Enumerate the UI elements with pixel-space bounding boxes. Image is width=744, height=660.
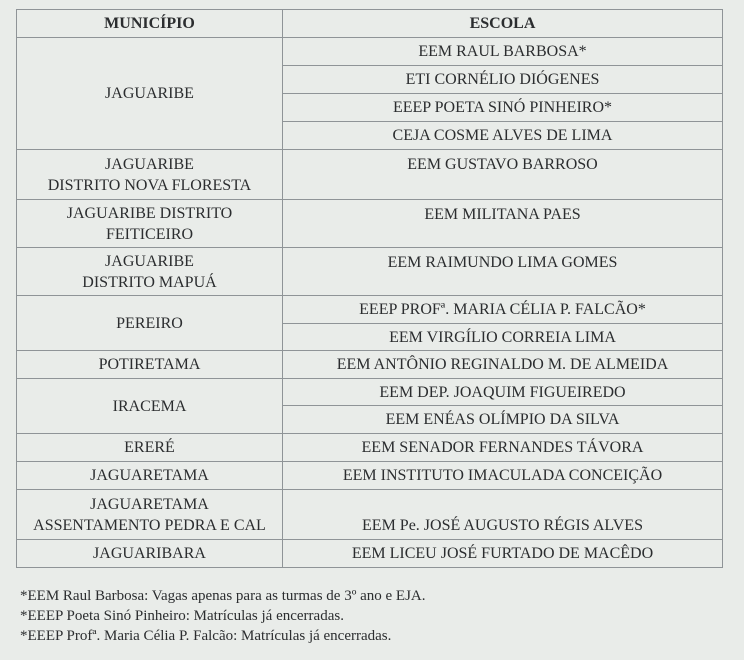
- table-row: [17, 248, 723, 296]
- municipio-name: JAGUARIBE: [105, 155, 194, 173]
- municipio-name: POTIRETAMA: [98, 356, 201, 373]
- municipio-subname: ASSENTAMENTO PEDRA E CAL: [33, 516, 266, 534]
- municipio-name: JAGUARIBE: [105, 85, 194, 102]
- municipio-cell: [17, 296, 283, 351]
- escola-cell: EEM LICEU JOSÉ FURTADO DE MACÊDO: [283, 540, 723, 568]
- municipio-cell: [17, 351, 283, 379]
- escola-cell: EEM MILITANA PAES: [283, 200, 723, 248]
- table-row: [17, 200, 723, 248]
- footnotes: [20, 586, 426, 646]
- header-municipio: MUNICÍPIO: [17, 10, 283, 38]
- table-row: [17, 490, 723, 540]
- table-row: [17, 462, 723, 490]
- escola-cell: EEM RAUL BARBOSA*: [283, 38, 723, 66]
- table-row: [17, 540, 723, 568]
- table-row: [17, 434, 723, 462]
- municipio-subname: FEITICEIRO: [105, 225, 194, 243]
- escola-cell: EEM DEP. JOAQUIM FIGUEIREDO: [283, 379, 723, 406]
- municipio-cell: [17, 379, 283, 434]
- footnote: *EEEP Poeta Sinó Pinheiro: Matrículas já encerradas.: [20, 608, 344, 624]
- escola-cell: EEM GUSTAVO BARROSO: [283, 150, 723, 200]
- escola-cell: EEEP POETA SINÓ PINHEIRO*: [283, 94, 723, 122]
- municipio-name: JAGUARIBE: [105, 252, 194, 270]
- municipio-cell: [17, 200, 283, 248]
- schools-table: [16, 9, 723, 568]
- municipio-cell: [17, 462, 283, 490]
- municipio-subname: DISTRITO NOVA FLORESTA: [47, 176, 252, 194]
- municipio-name: PEREIRO: [116, 314, 183, 332]
- escola-cell: CEJA COSME ALVES DE LIMA: [283, 122, 723, 150]
- escola-cell: EEM RAIMUNDO LIMA GOMES: [283, 248, 723, 296]
- table-row: [17, 379, 723, 406]
- municipio-cell: [17, 540, 283, 568]
- escola-cell: EEM INSTITUTO IMACULADA CONCEIÇÃO: [283, 462, 723, 490]
- municipio-name: JAGUARIBE DISTRITO: [66, 204, 233, 222]
- municipio-subname: DISTRITO MAPUÁ: [82, 273, 217, 291]
- table-row: [17, 38, 723, 66]
- municipio-name: JAGUARETAMA: [90, 495, 209, 513]
- municipio-cell: [17, 38, 283, 150]
- table-row: [17, 351, 723, 379]
- footnote: *EEEP Profª. Maria Célia P. Falcão: Matrículas já encerradas.: [20, 628, 392, 644]
- escola-cell: EEM Pe. JOSÉ AUGUSTO RÉGIS ALVES: [283, 490, 723, 540]
- table-row: [17, 150, 723, 200]
- footnote: *EEM Raul Barbosa: Vagas apenas para as turmas de 3º ano e EJA.: [20, 588, 426, 604]
- municipio-name: JAGUARIBARA: [93, 545, 206, 562]
- escola-cell: EEM SENADOR FERNANDES TÁVORA: [283, 434, 723, 462]
- header-escola: ESCOLA: [283, 10, 723, 38]
- municipio-cell: [17, 490, 283, 540]
- escola-cell: ETI CORNÉLIO DIÓGENES: [283, 66, 723, 94]
- escola-cell: EEEP PROFª. MARIA CÉLIA P. FALCÃO*: [283, 296, 723, 324]
- municipio-name: ERERÉ: [124, 439, 175, 456]
- table-header-row: [17, 10, 723, 38]
- escola-cell: EEM ANTÔNIO REGINALDO M. DE ALMEIDA: [283, 351, 723, 379]
- municipio-name: IRACEMA: [112, 397, 187, 415]
- municipio-name: JAGUARETAMA: [90, 467, 209, 484]
- municipio-cell: [17, 150, 283, 200]
- municipio-cell: [17, 248, 283, 296]
- escola-cell: EEM ENÉAS OLÍMPIO DA SILVA: [283, 406, 723, 434]
- municipio-cell: [17, 434, 283, 462]
- table-row: [17, 296, 723, 324]
- escola-cell: EEM VIRGÍLIO CORREIA LIMA: [283, 324, 723, 351]
